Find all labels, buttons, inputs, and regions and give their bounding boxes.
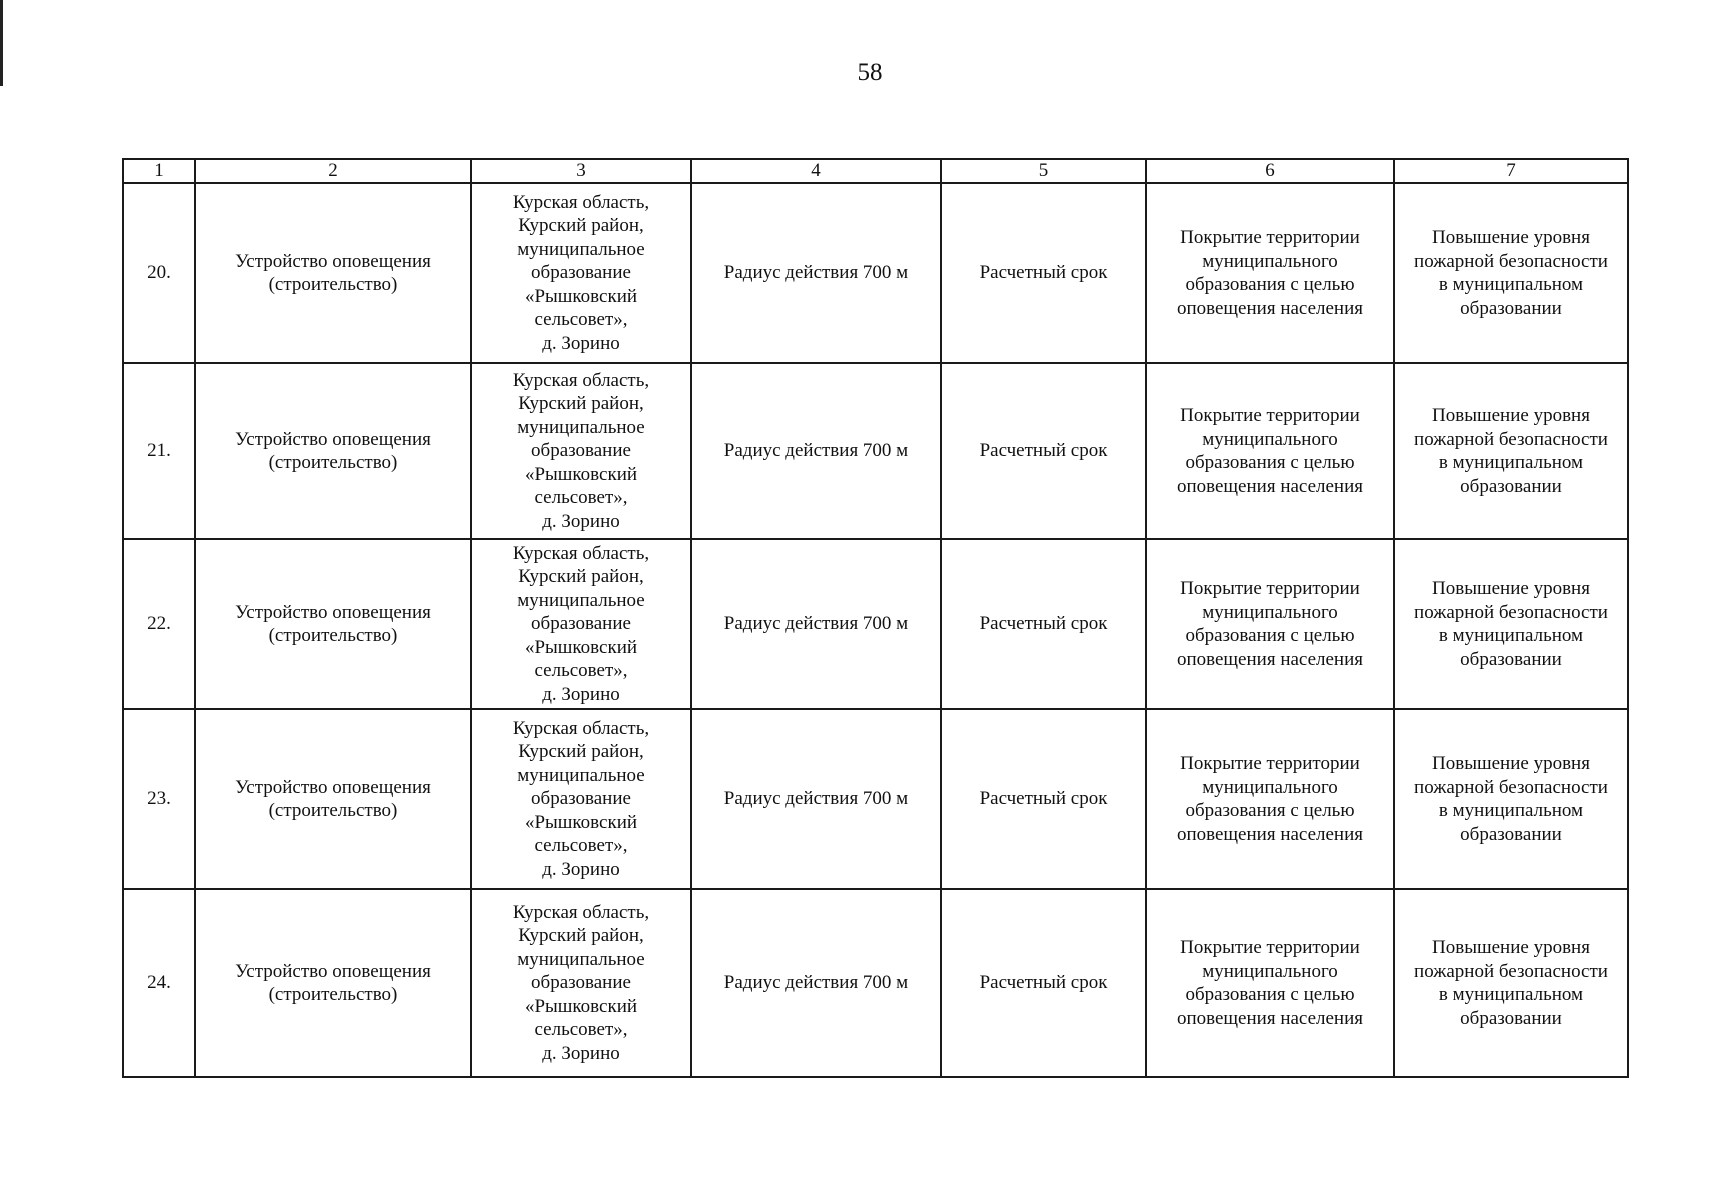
result-line: пожарной безопасности: [1414, 250, 1608, 272]
parameter-cell: Радиус действия 700 м: [691, 183, 941, 363]
result-cell: [1394, 709, 1628, 889]
object-name-line: (строительство): [268, 984, 398, 1005]
purpose-line: муниципального: [1202, 776, 1338, 798]
result-line: Повышение уровня: [1432, 405, 1590, 426]
result-line: пожарной безопасности: [1414, 428, 1608, 450]
parameter-cell: Радиус действия 700 м: [691, 363, 941, 539]
location-line: д. Зорино: [542, 858, 620, 880]
object-name-cell: [195, 889, 471, 1077]
object-name-cell: [195, 363, 471, 539]
result-line: пожарной безопасности: [1414, 776, 1608, 798]
header-cell: 1: [123, 159, 195, 183]
purpose-line: муниципального: [1202, 250, 1338, 272]
purpose-cell: [1146, 889, 1394, 1077]
row-number-cell: 23.: [123, 709, 195, 889]
header-cell: 4: [691, 159, 941, 183]
purpose-line: Покрытие территории: [1180, 405, 1360, 426]
result-line: пожарной безопасности: [1414, 601, 1608, 623]
page-number: 58: [857, 59, 883, 86]
purpose-cell: [1146, 709, 1394, 889]
location-line: д. Зорино: [542, 510, 620, 532]
row-number-cell: 20.: [123, 183, 195, 363]
result-line: образовании: [1460, 648, 1562, 670]
object-name-line: (строительство): [268, 625, 398, 646]
row-number-cell: 24.: [123, 889, 195, 1077]
location-line: Курская область,: [512, 191, 650, 213]
location-line: «Рышковский: [524, 463, 638, 485]
parameter-cell: Радиус действия 700 м: [691, 889, 941, 1077]
result-cell: [1394, 889, 1628, 1077]
header-cell: 3: [471, 159, 691, 183]
location-line: Курский район,: [518, 925, 644, 947]
parameter-cell: Радиус действия 700 м: [691, 709, 941, 889]
object-name-cell: [195, 183, 471, 363]
header-cell: 5: [941, 159, 1146, 183]
location-line: Курская область,: [512, 901, 650, 923]
location-cell: [471, 183, 691, 363]
location-line: образование: [531, 262, 631, 284]
object-name-line: Устройство оповещения: [235, 428, 431, 450]
object-name-line: Устройство оповещения: [235, 776, 431, 798]
row-number-cell: 22.: [123, 539, 195, 709]
purpose-line: Покрытие территории: [1180, 937, 1360, 958]
location-line: муниципальное: [517, 764, 645, 786]
object-name-line: Устройство оповещения: [235, 601, 431, 623]
location-line: сельсовет»,: [534, 660, 628, 682]
location-line: д. Зорино: [542, 683, 620, 705]
object-name-line: Устройство оповещения: [235, 960, 431, 982]
purpose-line: Покрытие территории: [1180, 753, 1360, 774]
result-cell: [1394, 539, 1628, 709]
purpose-line: муниципального: [1202, 428, 1338, 450]
purpose-line: образования с целью: [1185, 274, 1355, 295]
object-name-line: (строительство): [268, 800, 398, 821]
term-cell: Расчетный срок: [941, 363, 1146, 539]
term-cell: Расчетный срок: [941, 539, 1146, 709]
object-name-cell: [195, 709, 471, 889]
purpose-line: Покрытие территории: [1180, 578, 1360, 599]
header-cell: 2: [195, 159, 471, 183]
location-line: сельсовет»,: [534, 309, 628, 331]
location-line: «Рышковский: [524, 636, 638, 658]
data-table: [122, 158, 1629, 1078]
location-line: «Рышковский: [524, 811, 638, 833]
object-name-cell: [195, 539, 471, 709]
location-line: сельсовет»,: [534, 487, 628, 509]
location-line: «Рышковский: [524, 285, 638, 307]
purpose-line: Покрытие территории: [1180, 227, 1360, 248]
table-row: [123, 709, 1628, 889]
result-line: Повышение уровня: [1432, 227, 1590, 248]
purpose-line: оповещения населения: [1176, 475, 1364, 497]
purpose-line: муниципального: [1202, 601, 1338, 623]
location-cell: [471, 539, 691, 709]
result-line: в муниципальном: [1438, 625, 1584, 646]
location-line: образование: [531, 972, 631, 994]
location-line: муниципальное: [517, 238, 645, 260]
purpose-cell: [1146, 183, 1394, 363]
result-line: в муниципальном: [1438, 452, 1584, 473]
result-line: Повышение уровня: [1432, 753, 1590, 774]
result-line: пожарной безопасности: [1414, 960, 1608, 982]
purpose-line: образования с целью: [1185, 984, 1355, 1005]
location-line: Курский район,: [518, 393, 644, 415]
location-line: д. Зорино: [542, 1042, 620, 1064]
result-cell: [1394, 363, 1628, 539]
location-line: Курская область,: [512, 369, 650, 391]
result-line: Повышение уровня: [1432, 578, 1590, 599]
object-name-line: (строительство): [268, 452, 398, 473]
location-cell: [471, 889, 691, 1077]
purpose-cell: [1146, 363, 1394, 539]
table-header-row: [123, 159, 1628, 183]
purpose-line: муниципального: [1202, 960, 1338, 982]
location-line: образование: [531, 440, 631, 462]
result-line: образовании: [1460, 297, 1562, 319]
table-row: [123, 889, 1628, 1077]
purpose-cell: [1146, 539, 1394, 709]
location-line: Курский район,: [518, 215, 644, 237]
location-cell: [471, 709, 691, 889]
location-line: муниципальное: [517, 948, 645, 970]
location-line: Курский район,: [518, 741, 644, 763]
table-row: [123, 539, 1628, 709]
header-cell: 7: [1394, 159, 1628, 183]
purpose-line: оповещения населения: [1176, 1007, 1364, 1029]
result-line: в муниципальном: [1438, 800, 1584, 821]
location-line: Курская область,: [512, 717, 650, 739]
location-line: сельсовет»,: [534, 1019, 628, 1041]
header-cell: 6: [1146, 159, 1394, 183]
result-line: образовании: [1460, 1007, 1562, 1029]
result-line: образовании: [1460, 475, 1562, 497]
location-line: муниципальное: [517, 416, 645, 438]
purpose-line: образования с целью: [1185, 800, 1355, 821]
location-cell: [471, 363, 691, 539]
object-name-line: Устройство оповещения: [235, 250, 431, 272]
location-line: образование: [531, 613, 631, 635]
purpose-line: образования с целью: [1185, 625, 1355, 646]
purpose-line: оповещения населения: [1176, 823, 1364, 845]
location-line: сельсовет»,: [534, 835, 628, 857]
result-cell: [1394, 183, 1628, 363]
result-line: в муниципальном: [1438, 984, 1584, 1005]
term-cell: Расчетный срок: [941, 709, 1146, 889]
location-line: муниципальное: [517, 589, 645, 611]
location-line: «Рышковский: [524, 995, 638, 1017]
row-number-cell: 21.: [123, 363, 195, 539]
term-cell: Расчетный срок: [941, 183, 1146, 363]
term-cell: Расчетный срок: [941, 889, 1146, 1077]
purpose-line: оповещения населения: [1176, 297, 1364, 319]
location-line: Курская область,: [512, 542, 650, 564]
result-line: в муниципальном: [1438, 274, 1584, 295]
purpose-line: оповещения населения: [1176, 648, 1364, 670]
purpose-line: образования с целью: [1185, 452, 1355, 473]
location-line: образование: [531, 788, 631, 810]
parameter-cell: Радиус действия 700 м: [691, 539, 941, 709]
location-line: д. Зорино: [542, 332, 620, 354]
result-line: образовании: [1460, 823, 1562, 845]
table-row: [123, 183, 1628, 363]
table-row: [123, 363, 1628, 539]
location-line: Курский район,: [518, 566, 644, 588]
object-name-line: (строительство): [268, 274, 398, 295]
result-line: Повышение уровня: [1432, 937, 1590, 958]
